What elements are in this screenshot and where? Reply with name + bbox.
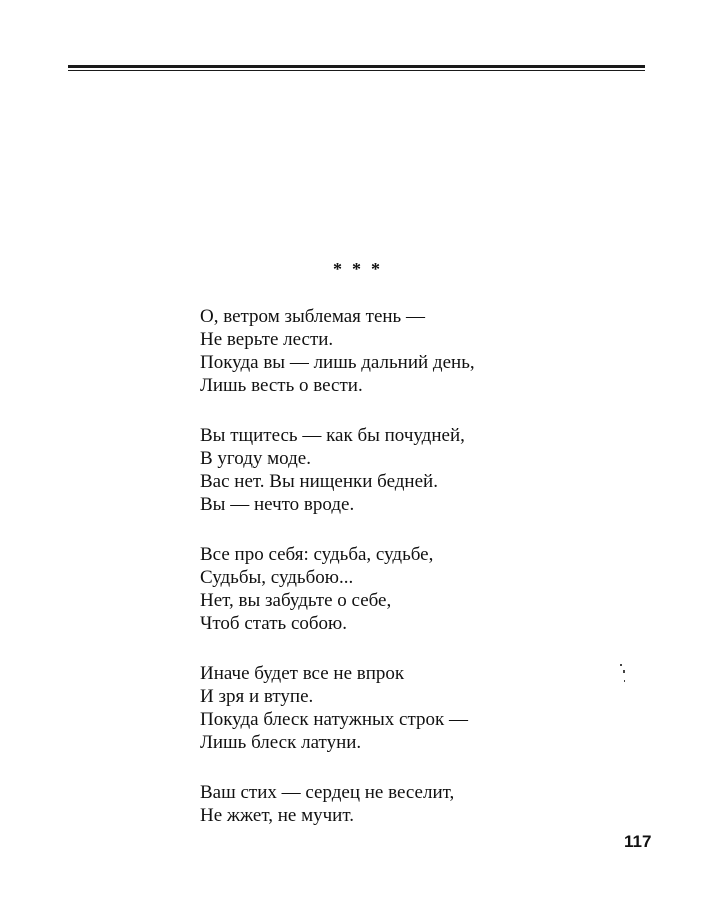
poem-line: Иначе будет все не впрок (200, 663, 405, 684)
poem-line: Лишь весть о вести. (200, 375, 363, 396)
header-rule-thick (68, 65, 645, 68)
poem-line: Ваш стих — сердец не веселит, (200, 782, 455, 803)
stanza-3 (200, 543, 600, 635)
poem-body (200, 305, 600, 854)
poem-line: Лишь блеск латуни. (200, 732, 362, 753)
poem-line: Покуда вы — лишь дальний день, (200, 352, 475, 373)
poem-line: Вы тщитесь — как бы почудней, (200, 425, 465, 446)
poem-line: Нет, вы забудьте о себе, (200, 590, 392, 611)
stanza-2 (200, 424, 600, 516)
stanza-1 (200, 305, 600, 397)
poem-line: Не верьте лести. (200, 329, 334, 350)
stanza-separator-asterisks: *** (333, 259, 390, 279)
print-speck (623, 670, 625, 673)
print-speck (620, 664, 622, 666)
poem-line: Покуда блеск натужных строк — (200, 709, 469, 730)
poem-line: Не жжет, не мучит. (200, 805, 354, 826)
poem-line: О, ветром зыблемая тень — (200, 306, 425, 327)
header-rule-thin (68, 70, 645, 71)
poem-line: Судьбы, судьбою... (200, 567, 354, 588)
stanza-5 (200, 781, 600, 827)
poem-line: В угоду моде. (200, 448, 311, 469)
poem-line: И зря и втупе. (200, 686, 314, 707)
poem-line: Вас нет. Вы нищенки бедней. (200, 471, 438, 492)
poem-line: Чтоб стать собою. (200, 613, 347, 634)
print-speck (624, 680, 625, 682)
poem-line: Все про себя: судьба, судьбе, (200, 544, 434, 565)
stanza-4 (200, 662, 600, 754)
page-number: 117 (624, 832, 652, 851)
poem-line: Вы — нечто вроде. (200, 494, 355, 515)
